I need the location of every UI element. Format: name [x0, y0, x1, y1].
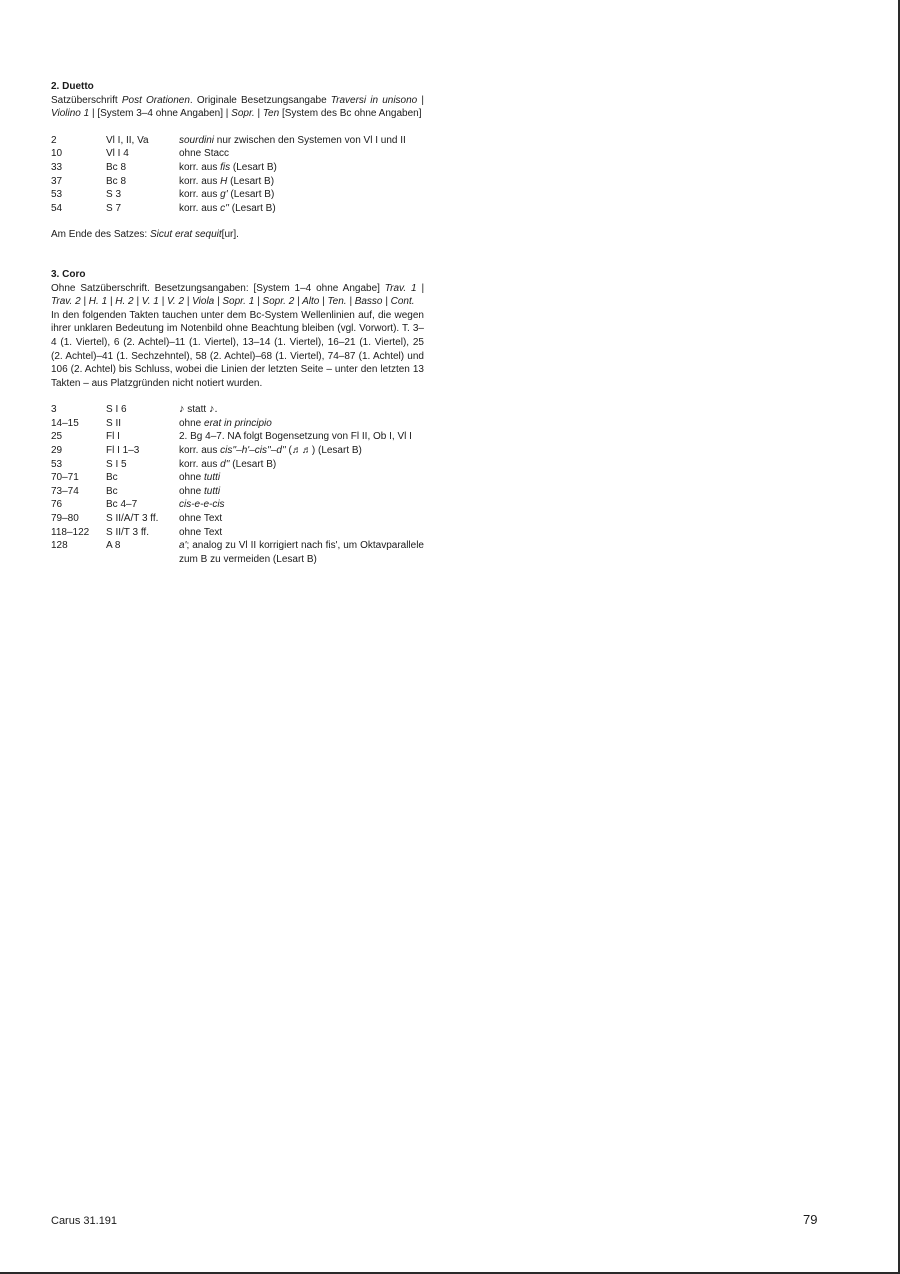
note-cell: [179, 161, 424, 175]
footer-catalog-number: Carus 31.191: [51, 1215, 118, 1227]
note-text: (Lesart B): [229, 458, 277, 470]
intro-text: |: [417, 94, 424, 106]
section-paragraph-coro: In den folgenden Takten tauchen unter dem Bc-System Wellenlinien auf, die wegen ihrer unklaren Bedeutung im Notenbild ohne Beachtung bleiben (vgl. Vorwort). T. 3–4 (1. Viertel), 6 (2. Achtel)–11 (1. Viertel), 13–14 (1. Viertel), 16–21 (1. Viertel), 25 (2. Achtel)–41 (1. Sechzehntel), 58 (2. Achtel)–68 (1. Viertel), 74–87 (1. Achtel) und 106 (2. Achtel) bis Schluss, wobei die Linien der letzten Seite – unter den letzten 13 Takten – aus Platzgründen nicht notiert wurden.: [51, 309, 424, 389]
note-text: korr. aus: [179, 189, 221, 201]
part-cell: Vl I 4: [106, 148, 129, 160]
bar-cell: 14–15: [51, 417, 79, 429]
note-text: (Lesart B): [227, 175, 275, 187]
note-cell: [179, 471, 424, 485]
note-cell: ohne Stacc: [179, 148, 230, 160]
bar-cell: 73–74: [51, 485, 79, 497]
part-cell: Vl I, II, Va: [106, 134, 149, 146]
table-row: [51, 188, 424, 202]
note-cell: [179, 539, 424, 566]
note-text: korr. aus: [179, 445, 221, 457]
intro-text: Post Orationen: [121, 94, 190, 106]
note-cell: [179, 458, 424, 472]
bar-cell: 54: [51, 202, 63, 214]
section-heading-coro: 3. Coro: [51, 268, 86, 280]
part-cell: Fl I 1–3: [106, 445, 140, 457]
intro-text: Satzüberschrift: [51, 94, 122, 106]
note-cell: [179, 188, 424, 202]
table-row: [51, 430, 424, 444]
table-row: [51, 417, 424, 431]
bar-cell: 25: [51, 431, 63, 443]
intro-text: . Originale Besetzungsangabe: [189, 94, 331, 106]
table-row: [51, 175, 424, 189]
note-text: tutti: [204, 485, 221, 497]
note-text: korr. aus: [179, 161, 221, 173]
dotted-eighth-note-icon: ♪.: [208, 403, 218, 416]
table-row: [51, 147, 424, 161]
note-text: nur zwischen den Systemen von Vl I und II: [214, 134, 406, 146]
note-text: g': [220, 189, 228, 201]
closing-text: Sicut erat sequit: [149, 229, 222, 241]
note-cell: 2. Bg 4–7. NA folgt Bogensetzung von Fl II, Ob I, Vl I: [179, 431, 412, 443]
intro-text: Violino 1: [51, 108, 90, 120]
intro-text: Trav. 1 | Trav. 2 | H. 1 | H. 2 | V. 1 | V. 2 | Viola | Sopr. 1 | Sopr. 2 | Alto | Ten. | Basso | Cont.: [51, 282, 425, 308]
intro-text: Sopr.: [231, 108, 255, 120]
note-text: (Lesart B): [230, 161, 277, 173]
table-row: [51, 512, 424, 526]
part-cell: S I 5: [106, 458, 127, 470]
part-cell: Fl I: [106, 431, 120, 443]
table-row: [51, 539, 424, 566]
note-text: sourdini: [179, 134, 215, 146]
note-text: (♬♬) (Lesart B): [285, 445, 362, 457]
table-row: [51, 471, 424, 485]
part-cell: A 8: [106, 540, 121, 552]
note-text: d'': [220, 458, 230, 470]
table-row: [51, 526, 424, 540]
note-text: (Lesart B): [227, 189, 275, 201]
section-closing-duetto: [51, 228, 424, 242]
note-cell: ohne Text: [179, 526, 223, 538]
note-text: a': [179, 540, 187, 552]
bar-cell: 118–122: [51, 526, 90, 538]
note-text: c'': [220, 202, 229, 214]
part-cell: Bc 8: [106, 175, 127, 187]
section-heading-duetto: 2. Duetto: [51, 81, 94, 92]
note-text: H: [220, 175, 228, 187]
bar-cell: 53: [51, 189, 63, 201]
closing-text: Am Ende des Satzes:: [51, 229, 150, 241]
note-text: ; analog zu Vl II korrigiert nach fis', um Oktavparallele zum B zu vermeiden (Lesart B): [179, 540, 424, 565]
part-cell: S I 6: [106, 404, 127, 416]
part-cell: S II/A/T 3 ff.: [106, 513, 159, 525]
note-text: cis''–h'–cis''–d'': [220, 445, 286, 457]
note-text: ohne: [179, 472, 205, 484]
bar-cell: 29: [51, 445, 63, 457]
note-cell: [179, 444, 424, 458]
table-row: [51, 161, 424, 175]
intro-text: | [System 3–4 ohne Angaben] |: [89, 108, 232, 120]
notes-table-coro: [51, 403, 424, 566]
part-cell: S II: [106, 417, 122, 429]
part-cell: S II/T 3 ff.: [106, 526, 149, 538]
part-cell: Bc: [106, 472, 118, 484]
bar-cell: 2: [51, 134, 57, 146]
note-text: korr. aus: [179, 458, 221, 470]
intro-text: Traversi in unisono: [330, 94, 418, 106]
section-intro-coro: [51, 282, 424, 309]
note-cell: [179, 485, 424, 499]
table-row: [51, 202, 424, 216]
note-text: (Lesart B): [228, 202, 276, 214]
part-cell: Bc: [106, 485, 118, 497]
bar-cell: 33: [51, 161, 63, 173]
part-cell: S 3: [106, 189, 122, 201]
table-row: [51, 485, 424, 499]
eighth-note-icon: ♪: [179, 403, 185, 416]
note-text: tutti: [204, 472, 221, 484]
note-cell: [179, 202, 424, 216]
table-row: [51, 134, 424, 148]
part-cell: Bc 8: [106, 161, 127, 173]
note-text: fis: [220, 161, 231, 173]
closing-text: [ur].: [221, 229, 239, 241]
note-text: ohne: [179, 485, 205, 497]
notes-table-duetto: [51, 134, 424, 216]
note-cell: [179, 175, 424, 189]
part-cell: Bc 4–7: [106, 499, 138, 511]
note-cell: ohne Text: [179, 513, 223, 525]
note-text: korr. aus: [179, 175, 221, 187]
note-cell: [179, 134, 424, 148]
commentary-column: [51, 80, 424, 566]
bar-cell: 3: [51, 404, 57, 416]
section-intro-duetto: [51, 94, 424, 121]
part-cell: S 7: [106, 202, 122, 214]
note-cell: [179, 417, 424, 431]
note-cell: [179, 403, 424, 417]
note-text: statt: [184, 404, 209, 416]
note-text: ohne: [179, 417, 205, 429]
table-row: [51, 403, 424, 417]
bar-cell: 128: [51, 540, 68, 552]
bar-cell: 53: [51, 458, 63, 470]
bar-cell: 37: [51, 175, 63, 187]
bar-cell: 10: [51, 148, 63, 160]
intro-text: Ten: [262, 108, 280, 120]
note-text: erat in principio: [204, 417, 272, 429]
bar-cell: 79–80: [51, 513, 79, 525]
table-row: [51, 458, 424, 472]
intro-text: Ohne Satzüberschrift. Besetzungsangaben: [System 1–4 ohne Angabe]: [51, 282, 385, 294]
intro-text: [System des Bc ohne Angaben]: [279, 108, 422, 120]
intro-text: |: [254, 108, 263, 120]
table-row: [51, 498, 424, 512]
page-number: 79: [803, 1212, 818, 1227]
note-cell: cis-e-e-cis: [179, 499, 225, 511]
bar-cell: 70–71: [51, 472, 79, 484]
table-row: [51, 444, 424, 458]
note-text: korr. aus: [179, 202, 221, 214]
bar-cell: 76: [51, 499, 63, 511]
